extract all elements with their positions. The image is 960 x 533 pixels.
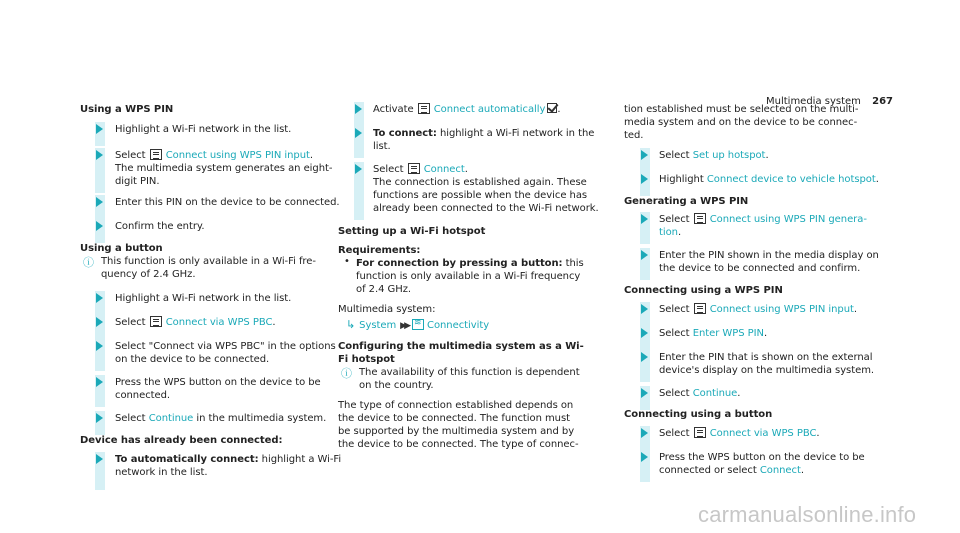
step-arrow-icon <box>641 328 648 338</box>
step-text: The connection is established again. These <box>373 177 587 188</box>
menu-path <box>346 318 489 333</box>
section-title: Multimedia system <box>766 96 861 107</box>
step-text: Select Continue. <box>659 388 741 399</box>
menu-link: Connect via WPS PBC <box>709 428 817 439</box>
step-arrow-icon <box>355 128 362 138</box>
requirements-label: Requirements: <box>338 245 421 256</box>
menu-path-label: Multimedia system: <box>338 304 436 315</box>
step-arrow-icon <box>641 304 648 314</box>
info-text: This function is only available in a Wi-Fi fre- <box>101 256 316 267</box>
step-text: Select Connect via WPS PBC. <box>659 428 820 439</box>
step-text: To automatically connect: highlight a Wi-Fi <box>115 454 342 465</box>
watermark: carmanualsonline.info <box>698 502 917 527</box>
step-arrow-icon <box>96 413 103 423</box>
paragraph-text: the device to be connected. The function must <box>338 413 570 424</box>
step-arrow-icon <box>641 150 648 160</box>
menu-link: Set up hotspot <box>692 150 766 161</box>
step-text: Highlight a Wi-Fi network in the list. <box>115 293 292 304</box>
path-system: System <box>359 320 397 331</box>
step-text: already been connected to the Wi-Fi network. <box>373 203 599 214</box>
step-text: Select Continue in the multimedia system. <box>115 413 327 424</box>
menu-link: Connect automatically <box>433 104 546 115</box>
step-text: digit PIN. <box>115 176 160 187</box>
requirement-text: function is only available in a Wi-Fi frequency <box>356 271 581 282</box>
step-text: network in the list. <box>115 467 208 478</box>
step-arrow-icon <box>96 377 103 387</box>
step-text: Select Enter WPS PIN. <box>659 328 768 339</box>
path-connectivity: Connectivity <box>427 320 490 331</box>
step-text: functions are possible when the device has <box>373 190 588 201</box>
step-text: Select Connect via WPS PBC. <box>115 317 276 328</box>
step-text: on the device to be connected. <box>115 354 270 365</box>
heading-connect-button: Connecting using a button <box>624 409 773 420</box>
step-text: Press the WPS button on the device to be <box>115 377 321 388</box>
paragraph-text: tion established must be selected on the multi- <box>624 104 859 115</box>
wifi-icon <box>412 319 424 330</box>
menu-icon <box>694 213 706 224</box>
info-text: on the country. <box>359 380 434 391</box>
step-text: Enter the PIN that is shown on the external <box>659 352 873 363</box>
step-text: Enter this PIN on the device to be connected. <box>115 197 340 208</box>
menu-link: Continue <box>148 413 194 424</box>
step-arrow-icon <box>96 150 103 160</box>
paragraph-text: ted. <box>624 130 644 141</box>
step-text: Select "Connect via WPS PBC" in the options <box>115 341 336 352</box>
menu-link: Connect via WPS PBC <box>165 317 273 328</box>
step-text: the device to be connected and confirm. <box>659 263 861 274</box>
step-text: Press the WPS button on the device to be <box>659 452 865 463</box>
step-text: Select Connect using WPS PIN input. <box>115 150 314 161</box>
step-text: Highlight Connect device to vehicle hotspot. <box>659 174 879 185</box>
menu-link: Continue <box>692 388 738 399</box>
step-text: device's display on the multimedia system. <box>659 365 875 376</box>
step-text: Select Connect using WPS PIN genera- <box>659 214 867 225</box>
info-icon: ⓘ <box>341 367 352 380</box>
paragraph-text: The type of connection established depends on <box>338 400 574 411</box>
heading-using-wps-pin: Using a WPS PIN <box>80 104 174 115</box>
step-text: Highlight a Wi-Fi network in the list. <box>115 124 292 135</box>
double-chevron-icon: ▶▶ <box>400 321 409 331</box>
step-arrow-icon <box>641 388 648 398</box>
step-arrow-icon <box>641 174 648 184</box>
menu-link: Connect device to vehicle hotspot <box>706 174 876 185</box>
requirement-text: of 2.4 GHz. <box>356 284 412 295</box>
step-text: Select Set up hotspot. <box>659 150 769 161</box>
step-arrow-icon <box>641 428 648 438</box>
paragraph-text: be supported by the multimedia system and by <box>338 426 575 437</box>
step-text: Enter the PIN shown in the media display on <box>659 250 879 261</box>
menu-link: Enter WPS PIN <box>692 328 764 339</box>
step-arrow-icon <box>641 352 648 362</box>
step-arrow-icon <box>96 317 103 327</box>
step-arrow-icon <box>641 250 648 260</box>
requirement-text: For connection by pressing a button: this <box>356 258 584 269</box>
step-text: connected or select Connect. <box>659 465 804 476</box>
step-arrow-icon <box>96 293 103 303</box>
checkbox-icon <box>547 103 557 113</box>
page-number: 267 <box>872 96 893 107</box>
heading-connect-wps-pin: Connecting using a WPS PIN <box>624 285 783 296</box>
menu-icon <box>150 149 162 160</box>
menu-icon <box>694 427 706 438</box>
heading-using-button: Using a button <box>80 243 163 254</box>
step-text: tion. <box>659 227 682 238</box>
step-text: list. <box>373 141 391 152</box>
info-text: quency of 2.4 GHz. <box>101 269 196 280</box>
heading-configure-hotspot: Fi hotspot <box>338 354 395 365</box>
paragraph-text: the device to be connected. The type of connec- <box>338 439 579 450</box>
step-text: The multimedia system generates an eight- <box>115 163 333 174</box>
menu-icon <box>150 316 162 327</box>
step-text: connected. <box>115 390 171 401</box>
path-arrow-icon: ↳ <box>346 318 356 331</box>
paragraph-text: media system and on the device to be connec- <box>624 117 858 128</box>
menu-icon <box>694 303 706 314</box>
menu-link: Connect using WPS PIN genera- <box>709 214 867 225</box>
info-text: The availability of this function is dependent <box>359 367 580 378</box>
step-arrow-icon <box>96 341 103 351</box>
menu-link: Connect <box>423 164 465 175</box>
menu-icon <box>408 163 420 174</box>
step-arrow-icon <box>355 104 362 114</box>
menu-icon <box>418 103 430 114</box>
menu-link: Connect using WPS PIN input <box>165 150 310 161</box>
step-arrow-icon <box>641 452 648 462</box>
step-arrow-icon <box>96 124 103 134</box>
step-arrow-icon <box>355 164 362 174</box>
step-text: Select Connect using WPS PIN input. <box>659 304 858 315</box>
step-arrow-icon <box>96 221 103 231</box>
step-text: Confirm the entry. <box>115 221 205 232</box>
menu-link: Connect <box>759 465 801 476</box>
info-icon: ⓘ <box>83 256 94 269</box>
heading-already-connected: Device has already been connected: <box>80 435 283 446</box>
menu-link: Connect using WPS PIN input <box>709 304 854 315</box>
step-text: Activate Connect automatically . <box>373 104 561 115</box>
step-text: To connect: highlight a Wi-Fi network in the <box>373 128 595 139</box>
heading-generate-wps-pin: Generating a WPS PIN <box>624 196 749 207</box>
step-arrow-icon <box>96 454 103 464</box>
step-arrow-icon <box>641 214 648 224</box>
bullet-icon: • <box>344 256 350 267</box>
heading-configure-hotspot: Configuring the multimedia system as a Wi- <box>338 341 584 352</box>
step-arrow-icon <box>96 197 103 207</box>
heading-wifi-hotspot: Setting up a Wi-Fi hotspot <box>338 226 486 237</box>
step-text: Select Connect. <box>373 164 468 175</box>
